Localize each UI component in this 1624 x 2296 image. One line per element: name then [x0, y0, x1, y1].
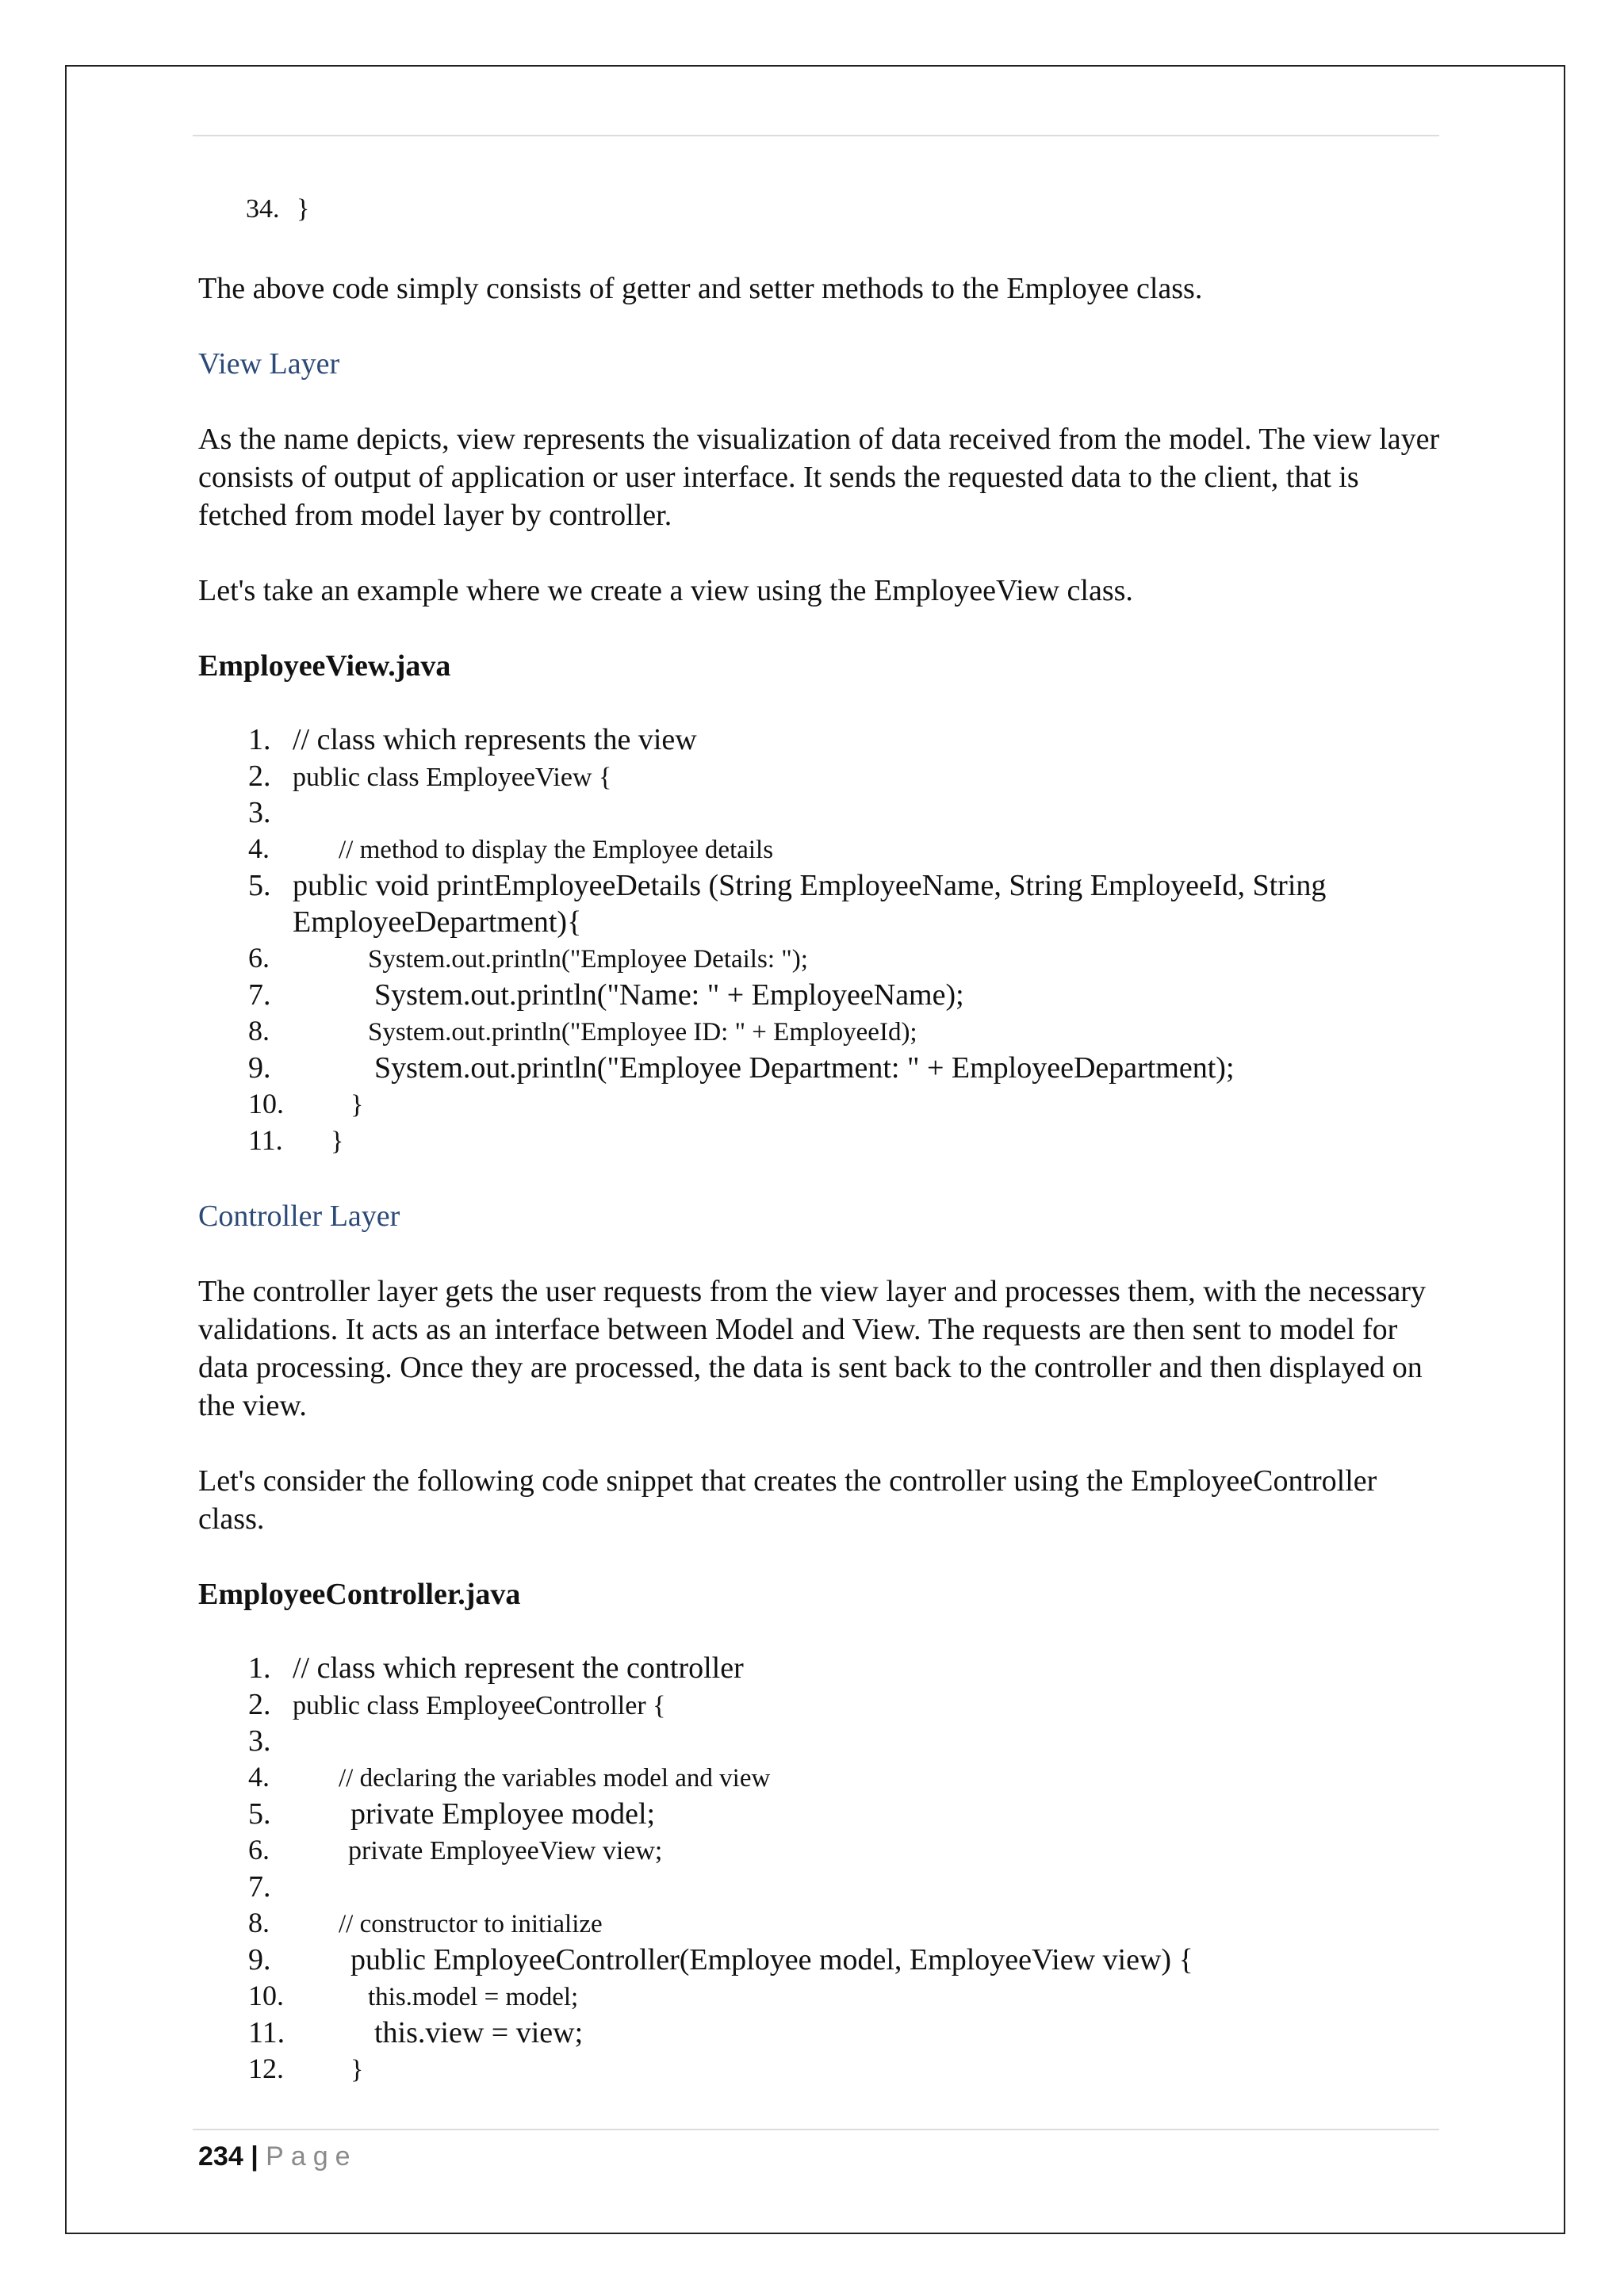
code-text: }: [297, 194, 310, 224]
code-text: System.out.println("Name: " + EmployeeName);: [374, 978, 964, 1012]
code-text: // class which represents the view: [293, 723, 697, 756]
line-number: 6.: [248, 1834, 270, 1866]
employee-view-code-listing: [198, 722, 1443, 1160]
line-number: 4.: [248, 1761, 270, 1793]
code-line: [198, 1651, 1443, 1687]
code-line: [198, 759, 1443, 795]
line-number: 2.: [248, 1688, 271, 1721]
line-number: 10.: [248, 1980, 284, 2011]
code-line: [198, 978, 1443, 1014]
line-number: 34.: [246, 194, 280, 224]
code-line: [198, 1797, 1443, 1833]
code-text: }: [331, 1127, 344, 1156]
code-line: [198, 1014, 1443, 1050]
line-number: 7.: [248, 978, 271, 1012]
code-text: public class EmployeeView {: [293, 763, 612, 792]
code-line: [198, 1724, 1443, 1760]
line-number: 4.: [248, 832, 270, 864]
code-line: [198, 1050, 1443, 1087]
code-text: public EmployeeController(Employee model, EmployeeView view) {: [350, 1943, 1193, 1976]
code-text: public class EmployeeController {: [293, 1691, 666, 1720]
line-number: 9.: [248, 1943, 271, 1976]
code-line: [198, 1869, 1443, 1906]
line-number: 9.: [248, 1051, 271, 1085]
code-text: System.out.println("Employee Department: " + EmployeeDepartment);: [374, 1051, 1235, 1085]
code-line: [198, 1833, 1443, 1869]
line-number: 11.: [248, 2016, 285, 2049]
employee-controller-filename: EmployeeController.java: [198, 1578, 521, 1611]
code-text: EmployeeDepartment){: [293, 905, 582, 939]
code-text: private EmployeeView view;: [348, 1836, 663, 1866]
code-text: // declaring the variables model and view: [339, 1764, 771, 1793]
code-line: [198, 1687, 1443, 1724]
code-text: // method to display the Employee details: [339, 836, 774, 864]
code-line: [198, 2052, 1443, 2088]
header-rule: [193, 135, 1439, 136]
controller-paragraph-1: The controller layer gets the user requests from the view layer and processes them, with the necessary validations. It acts as an interface between Model and View. The requests are then sent to model for data processing. Once they are processed, the data is sent back to the controller and then displayed on the view.: [198, 1275, 1426, 1422]
line-number: 10.: [248, 1088, 284, 1119]
line-number: 2.: [248, 760, 271, 793]
line-number: 3.: [248, 796, 271, 829]
line-number: 5.: [248, 1797, 271, 1831]
code-line: [198, 868, 1443, 905]
code-line: [198, 941, 1443, 978]
line-number: 11.: [248, 1124, 283, 1156]
line-number: 8.: [248, 1015, 270, 1047]
code-line: [198, 1942, 1443, 1979]
code-line: [198, 1760, 1443, 1797]
line-number: 6.: [248, 942, 270, 974]
line-number: 3.: [248, 1724, 271, 1758]
code-line: [198, 905, 1443, 941]
code-text: this.model = model;: [368, 1983, 579, 2011]
view-layer-heading: View Layer: [198, 347, 340, 381]
line-number: 1.: [248, 723, 271, 756]
page-number: 234: [198, 2141, 243, 2172]
view-paragraph-2: Let's take an example where we create a view using the EmployeeView class.: [198, 574, 1133, 607]
page-content: [198, 194, 1443, 2088]
code-line: [198, 722, 1443, 759]
code-text: private Employee model;: [350, 1797, 656, 1831]
code-text: // class which represent the controller: [293, 1651, 744, 1685]
line-number: 1.: [248, 1651, 271, 1685]
code-line: [198, 1906, 1443, 1942]
line-number: 8.: [248, 1907, 270, 1938]
code-text: System.out.println("Employee Details: ");: [368, 945, 808, 974]
code-text: }: [350, 1090, 364, 1119]
controller-paragraph-2: Let's consider the following code snippet that creates the controller using the EmployeeController class.: [198, 1464, 1377, 1536]
employee-controller-code-listing: [198, 1651, 1443, 2088]
line-number: 7.: [248, 1870, 271, 1904]
intro-paragraph: The above code simply consists of getter and setter methods to the Employee class.: [198, 272, 1203, 305]
controller-layer-heading: Controller Layer: [198, 1200, 400, 1233]
code-line: [198, 1087, 1443, 1123]
page-label: Page: [266, 2141, 358, 2172]
code-text: public void printEmployeeDetails (String EmployeeName, String EmployeeId, String: [293, 869, 1327, 902]
code-line: [198, 795, 1443, 832]
page-footer: [198, 2141, 358, 2172]
employee-view-filename: EmployeeView.java: [198, 649, 451, 683]
code-text: // constructor to initialize: [339, 1910, 603, 1938]
line-number: 12.: [248, 2053, 284, 2084]
code-line: [198, 832, 1443, 868]
code-line: [198, 194, 1443, 232]
code-line: [198, 2015, 1443, 2052]
code-line: [198, 1123, 1443, 1160]
code-text: }: [350, 2055, 364, 2084]
footer-rule: [193, 2129, 1439, 2130]
code-text: this.view = view;: [374, 2016, 584, 2049]
code-text: System.out.println("Employee ID: " + EmployeeId);: [368, 1018, 917, 1047]
line-number: 5.: [248, 869, 271, 902]
view-paragraph-1: As the name depicts, view represents the visualization of data received from the model. The view layer consists of output of application or user interface. It sends the requested data to the client, that is fetched from model layer by controller.: [198, 423, 1440, 532]
footer-separator: |: [251, 2141, 259, 2172]
code-line: [198, 1979, 1443, 2015]
